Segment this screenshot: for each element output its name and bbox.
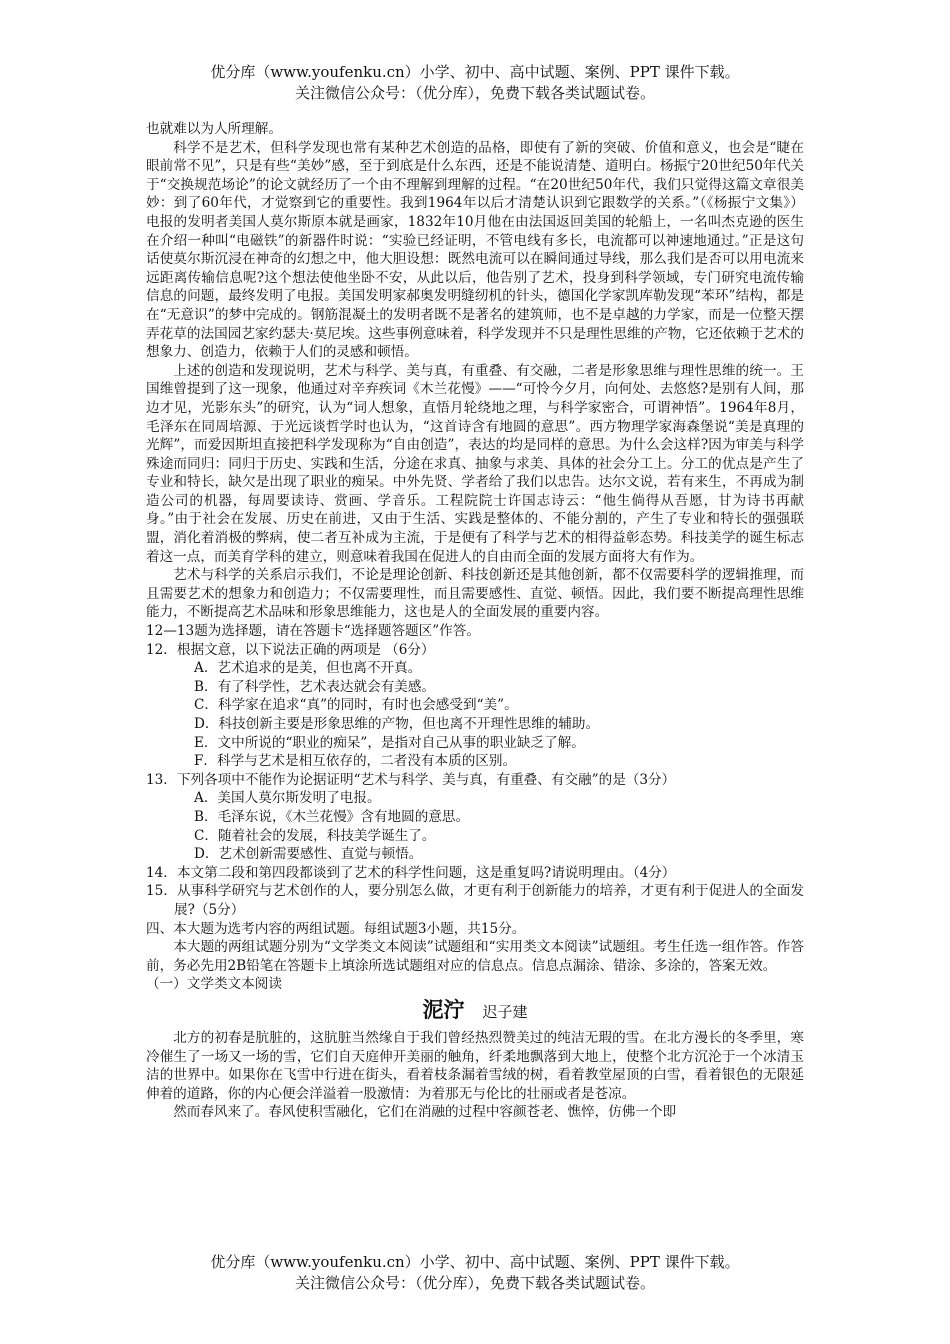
footer-line-2: 关注微信公众号：（优分库），免费下载各类试题试卷。	[294, 1274, 655, 1292]
question-14: 14．本文第二段和第四段都谈到了艺术的科学性问题，这是重复吗?请说明理由。（4分）	[146, 864, 676, 881]
page-content	[146, 120, 804, 1122]
question-12-option-c: C．科学家在追求“真”的同时，有时也会感受到“美”。	[194, 697, 518, 714]
question-13-option-d: D．艺术创新需要感性、直觉与顿悟。	[194, 846, 423, 863]
header-line-2: 关注微信公众号：（优分库），免费下载各类试题试卷。	[294, 84, 655, 102]
story-paragraph-2: 然而春风来了。春风使积雪融化，它们在消融的过程中容颜苍老、憔悴，仿佛一个即	[173, 1104, 677, 1121]
paragraph-science-art: 科学不是艺术，但科学发现也常有某种艺术创造的品格，即使有了新的突破、价值和意义，也会是“睫在眼前常不见”，只是有些“美妙”感，至于到底是什么东西，还是不能说清楚、道明白。杨振宁20世纪50年代关于“交换规范场论”的论文就经历了一个由不理解到理解的过程。“在20世纪50年代，我们只觉得这篇文章很美妙：到了60年代，才觉察到它的重要性。我到1964年以后才清楚认识到它跟数学的关系。”（《杨振宁文集》） 电报的发明者美国人莫尔斯原本就是画家，1832年10月他在由法国返回美国的轮船上，一名叫杰克逊的医生在介绍一种叫“电磁铁”的新器件时说：“实验已经证明，不管电线有多长，电流都可以神速地通过。”正是这句话使莫尔斯沉浸在神奇的幻想之中，他大胆设想：既然电流可以在瞬间通过导线，那么我们是否可以用电流来远距离传输信息呢?这个想法使他坐卧不安，从此以后，他告别了艺术，投身到科学领域，专门研究电流传输信息的问题，最终发明了电报。美国发明家郝奥发明缝纫机的针头，德国化学家凯库勒发现“苯环”结构，都是在“无意识”的梦中完成的。钢筋混凝土的发明者既不是著名的建筑师，也不是卓越的力学家，而是一位整天摆弄花草的法国园艺家约瑟夫·莫尼埃。这些事例意味着，科学发现并不只是理性思维的产物，它还依赖于艺术的想象力、创造力，依赖于人们的灵感和顿悟。	[146, 139, 804, 361]
footer-line-1: 优分库（www.youfenku.cn）小学、初中、高中试题、案例、PPT 课件下载。	[210, 1253, 740, 1271]
question-13-option-c: C．随着社会的发展，科技美学诞生了。	[194, 827, 436, 844]
story-author: 迟子建	[482, 1002, 528, 1021]
paragraph-overlap: 上述的创造和发现说明，艺术与科学、美与真，有重叠、有交融，二者是形象思维与理性思维的统一。王国维曾提到了这一现象，他通过对辛弃疾词《木兰花慢》——“可怜今夕月，向何处、去悠悠?是别有人间，那边才见，光影东头”的研究，认为“词人想象，直悟月轮绕地之理，与科学家密合，可谓神悟”。1964年8月，毛泽东在同周培源、于光远谈哲学时也认为，“这首诗含有地圆的意思”。西方物理学家海森堡说“美是真理的光辉”，而爱因斯坦直接把科学发现称为“自由创造”，表达的均是同样的意思。为什么会这样?因为审美与科学殊途而同归：同归于历史、实践和生活，分途在求真、抽象与求美、具体的社会分工上。分工的优点是产生了专业和特长，缺欠是出现了职业的痴呆。中外先贤、学者给了我们以忠告。达尔文说，若有来生，不再成为制造公司的机器，每周要读诗、赏画、学音乐。工程院院士许国志诗云：“他生倘得从吾愿，甘为诗书再献身。”由于社会在发展、历史在前进，又由于生活、实践是整体的、不能分割的，产生了专业和特长的强强联盟，消化着消极的弊病，使二者互补成为主流，于是便有了科学与艺术的相得益彰态势。科技美学的诞生标志着这一点，而美育学科的建立，则意味着我国在促进人的自由而全面的发展方面将大有作为。	[146, 362, 804, 565]
story-paragraph-1: 北方的初春是肮脏的，这肮脏当然缘自于我们曾经热烈赞美过的纯洁无瑕的雪。在北方漫长的冬季里，寒冷催生了一场又一场的雪，它们自天庭伸开美丽的触角，纤柔地飘落到大地上，使整个北方沉沦于一个冰清玉洁的世界中。如果你在飞雪中行进在街头，看着枝条漏着雪绒的树，看着教堂屋顶的白雪，看着银色的无限延伸着的道路，你的内心便会洋溢着一股激情：为着那无与伦比的壮丽或者是苍凉。	[146, 1029, 804, 1102]
question-12-option-f: F．科学与艺术是相互依存的，二者没有本质的区别。	[194, 753, 517, 770]
paragraph-continued: 也就难以为人所理解。	[146, 121, 282, 137]
question-15: 15．从事科学研究与艺术创作的人，要分别怎么做，才更有利于创新能力的培养，才更有利于促进人的全面发展?（5分）	[146, 883, 804, 918]
story-title: 泥泞	[422, 997, 465, 1022]
section-4-subheading: （一）文学类文本阅读	[146, 976, 282, 993]
header-line-1: 优分库（www.youfenku.cn）小学、初中、高中试题、案例、PPT 课件下载。	[210, 63, 740, 81]
section-4-heading: 四、本大题为选考内容的两组试题。每组试题3小题，共15分。	[146, 920, 526, 937]
question-12-option-d: D．科技创新主要是形象思维的产物，但也离不开理性思维的辅助。	[194, 716, 600, 732]
story-title-row	[146, 996, 804, 1027]
question-13-stem: 13．下列各项中不能作为论据证明“艺术与科学、美与真，有重叠、有交融”的是（3分）	[146, 771, 676, 788]
question-12-option-a: A．艺术追求的是美，但也离不开真。	[194, 660, 422, 677]
question-intro: 12—13题为选择题，请在答题卡“选择题答题区”作答。	[146, 623, 480, 640]
question-13-option-b: B．毛泽东说，《木兰花慢》含有地圆的意思。	[194, 808, 470, 825]
question-12-stem: 12．根据文意，以下说法正确的两项是 （6分）	[146, 641, 435, 658]
paragraph-conclusion: 艺术与科学的关系启示我们，不论是理论创新、科技创新还是其他创新，都不仅需要科学的逻辑推理，而且需要艺术的想象力和创造力；不仅需要理性，而且需要感性、直觉、顿悟。因此，我们要不断提高理性思维能力，不断提高艺术品味和形象思维能力，这也是人的全面发展的重要内容。	[146, 567, 804, 621]
question-12-option-b: B．有了科学性，艺术表达就会有美感。	[194, 678, 436, 695]
page-header	[0, 62, 950, 104]
page-footer	[0, 1252, 950, 1294]
section-4-description: 本大题的两组试题分别为“文学类文本阅读”试题组和“实用类文本阅读”试题组。考生任选一组作答。作答前，务必先用2B铅笔在答题卡上填涂所选试题组对应的信息点。信息点漏涂、错涂、多涂的，答案无效。	[146, 939, 804, 974]
question-12-option-e: E．文中所说的“职业的痴呆”，是指对自己从事的职业缺乏了解。	[194, 734, 585, 751]
question-13-option-a: A．美国人莫尔斯发明了电报。	[194, 790, 381, 807]
